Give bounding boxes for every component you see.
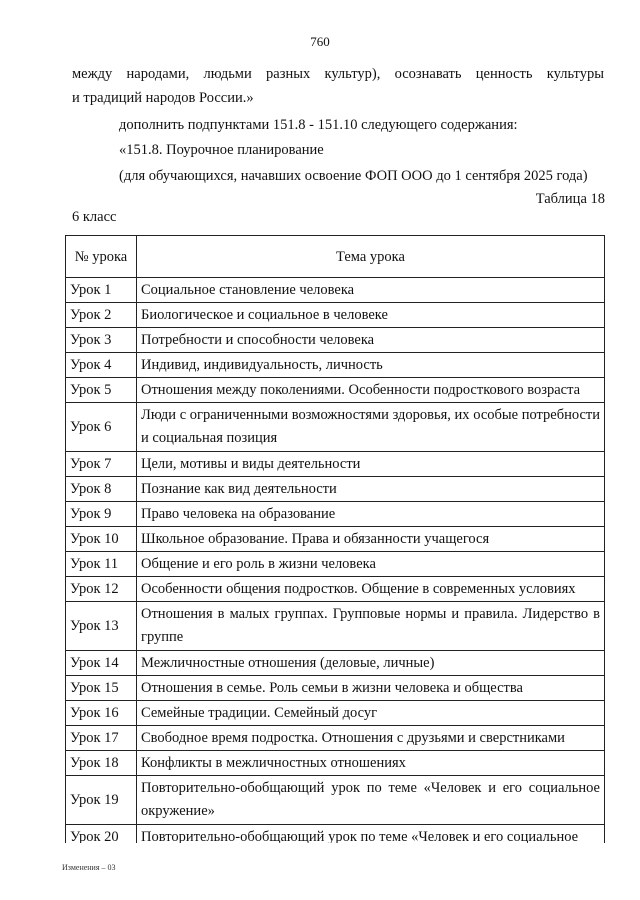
lesson-number: Урок 15 <box>66 676 137 701</box>
lesson-number: Урок 2 <box>66 303 137 328</box>
table-row <box>66 651 605 676</box>
lesson-topic: Конфликты в межличностных отношениях <box>137 751 605 776</box>
paragraph-word: ценность <box>475 66 533 82</box>
table-row <box>66 328 605 353</box>
header-lesson-topic: Тема урока <box>137 236 605 278</box>
lesson-topic: Индивид, индивидуальность, личность <box>137 353 605 378</box>
lesson-topic: Общение и его роль в жизни человека <box>137 552 605 577</box>
paragraph-word: разных <box>266 66 311 82</box>
lesson-number: Урок 7 <box>66 452 137 477</box>
lesson-topic: Люди с ограниченными возможностями здоровья, их особые потребности и социальная позиция <box>137 403 605 452</box>
lesson-number: Урок 20 <box>66 825 137 844</box>
table-row <box>66 477 605 502</box>
lesson-topic: Школьное образование. Права и обязанности учащегося <box>137 527 605 552</box>
lesson-number: Урок 16 <box>66 701 137 726</box>
lesson-number: Урок 4 <box>66 353 137 378</box>
table-row <box>66 452 605 477</box>
table-row <box>66 701 605 726</box>
paragraph-word: людьми <box>203 66 252 82</box>
lesson-number: Урок 10 <box>66 527 137 552</box>
lesson-number: Урок 11 <box>66 552 137 577</box>
section-subtitle: (для обучающихся, начавших освоение ФОП ООО до 1 сентября 2025 года) <box>119 168 588 184</box>
lesson-number: Урок 3 <box>66 328 137 353</box>
table-row <box>66 278 605 303</box>
lesson-topic: Повторительно-обобщающий урок по теме «Человек и его социальное <box>137 825 605 844</box>
table-row <box>66 602 605 651</box>
paragraph-word: культур), <box>324 66 381 82</box>
table-row <box>66 552 605 577</box>
lesson-number: Урок 9 <box>66 502 137 527</box>
lesson-number: Урок 6 <box>66 403 137 452</box>
paragraph-word: осознавать <box>394 66 462 82</box>
lesson-number: Урок 5 <box>66 378 137 403</box>
paragraph-word: народами, <box>126 66 190 82</box>
paragraph-word: культуры <box>546 66 604 82</box>
lesson-topic: Цели, мотивы и виды деятельности <box>137 452 605 477</box>
lesson-topic: Биологическое и социальное в человеке <box>137 303 605 328</box>
table-label: Таблица 18 <box>535 191 605 207</box>
lesson-topic: Повторительно-обобщающий урок по теме «Человек и его социальное окружение» <box>137 776 605 825</box>
lesson-topic: Право человека на образование <box>137 502 605 527</box>
lesson-topic: Свободное время подростка. Отношения с друзьями и сверстниками <box>137 726 605 751</box>
table-row <box>66 577 605 602</box>
table-row <box>66 776 605 825</box>
page-number: 760 <box>310 34 330 49</box>
table-row <box>66 303 605 328</box>
lesson-number: Урок 1 <box>66 278 137 303</box>
lesson-number: Урок 8 <box>66 477 137 502</box>
table-row <box>66 825 605 844</box>
lesson-topic: Отношения в малых группах. Групповые нормы и правила. Лидерство в группе <box>137 602 605 651</box>
header-lesson-number: № урока <box>66 236 137 278</box>
lesson-number: Урок 17 <box>66 726 137 751</box>
table-row <box>66 403 605 452</box>
lesson-topic: Потребности и способности человека <box>137 328 605 353</box>
lesson-table <box>65 235 605 843</box>
paragraph-line-1 <box>72 66 604 83</box>
paragraph-word: между <box>72 66 113 82</box>
lesson-number: Урок 12 <box>66 577 137 602</box>
instruction-text: дополнить подпунктами 151.8 - 151.10 следующего содержания: <box>119 117 518 133</box>
table-row <box>66 353 605 378</box>
table-row <box>66 527 605 552</box>
lesson-number: Урок 18 <box>66 751 137 776</box>
section-title: «151.8. Поурочное планирование <box>119 142 324 158</box>
grade-label: 6 класс <box>72 209 117 225</box>
lesson-topic: Отношения между поколениями. Особенности подросткового возраста <box>137 378 605 403</box>
lesson-topic: Социальное становление человека <box>137 278 605 303</box>
table-row <box>66 751 605 776</box>
lesson-topic: Особенности общения подростков. Общение в современных условиях <box>137 577 605 602</box>
table-header-row <box>66 236 605 278</box>
lesson-topic: Отношения в семье. Роль семьи в жизни человека и общества <box>137 676 605 701</box>
table-row <box>66 378 605 403</box>
lesson-number: Урок 13 <box>66 602 137 651</box>
lesson-number: Урок 19 <box>66 776 137 825</box>
paragraph-line-2: и традиций народов России.» <box>72 90 254 106</box>
footer-revision: Изменения – 03 <box>62 863 116 872</box>
table-row <box>66 726 605 751</box>
lesson-topic: Межличностные отношения (деловые, личные) <box>137 651 605 676</box>
lesson-topic: Семейные традиции. Семейный досуг <box>137 701 605 726</box>
table-row <box>66 676 605 701</box>
lesson-topic: Познание как вид деятельности <box>137 477 605 502</box>
table-row <box>66 502 605 527</box>
lesson-number: Урок 14 <box>66 651 137 676</box>
